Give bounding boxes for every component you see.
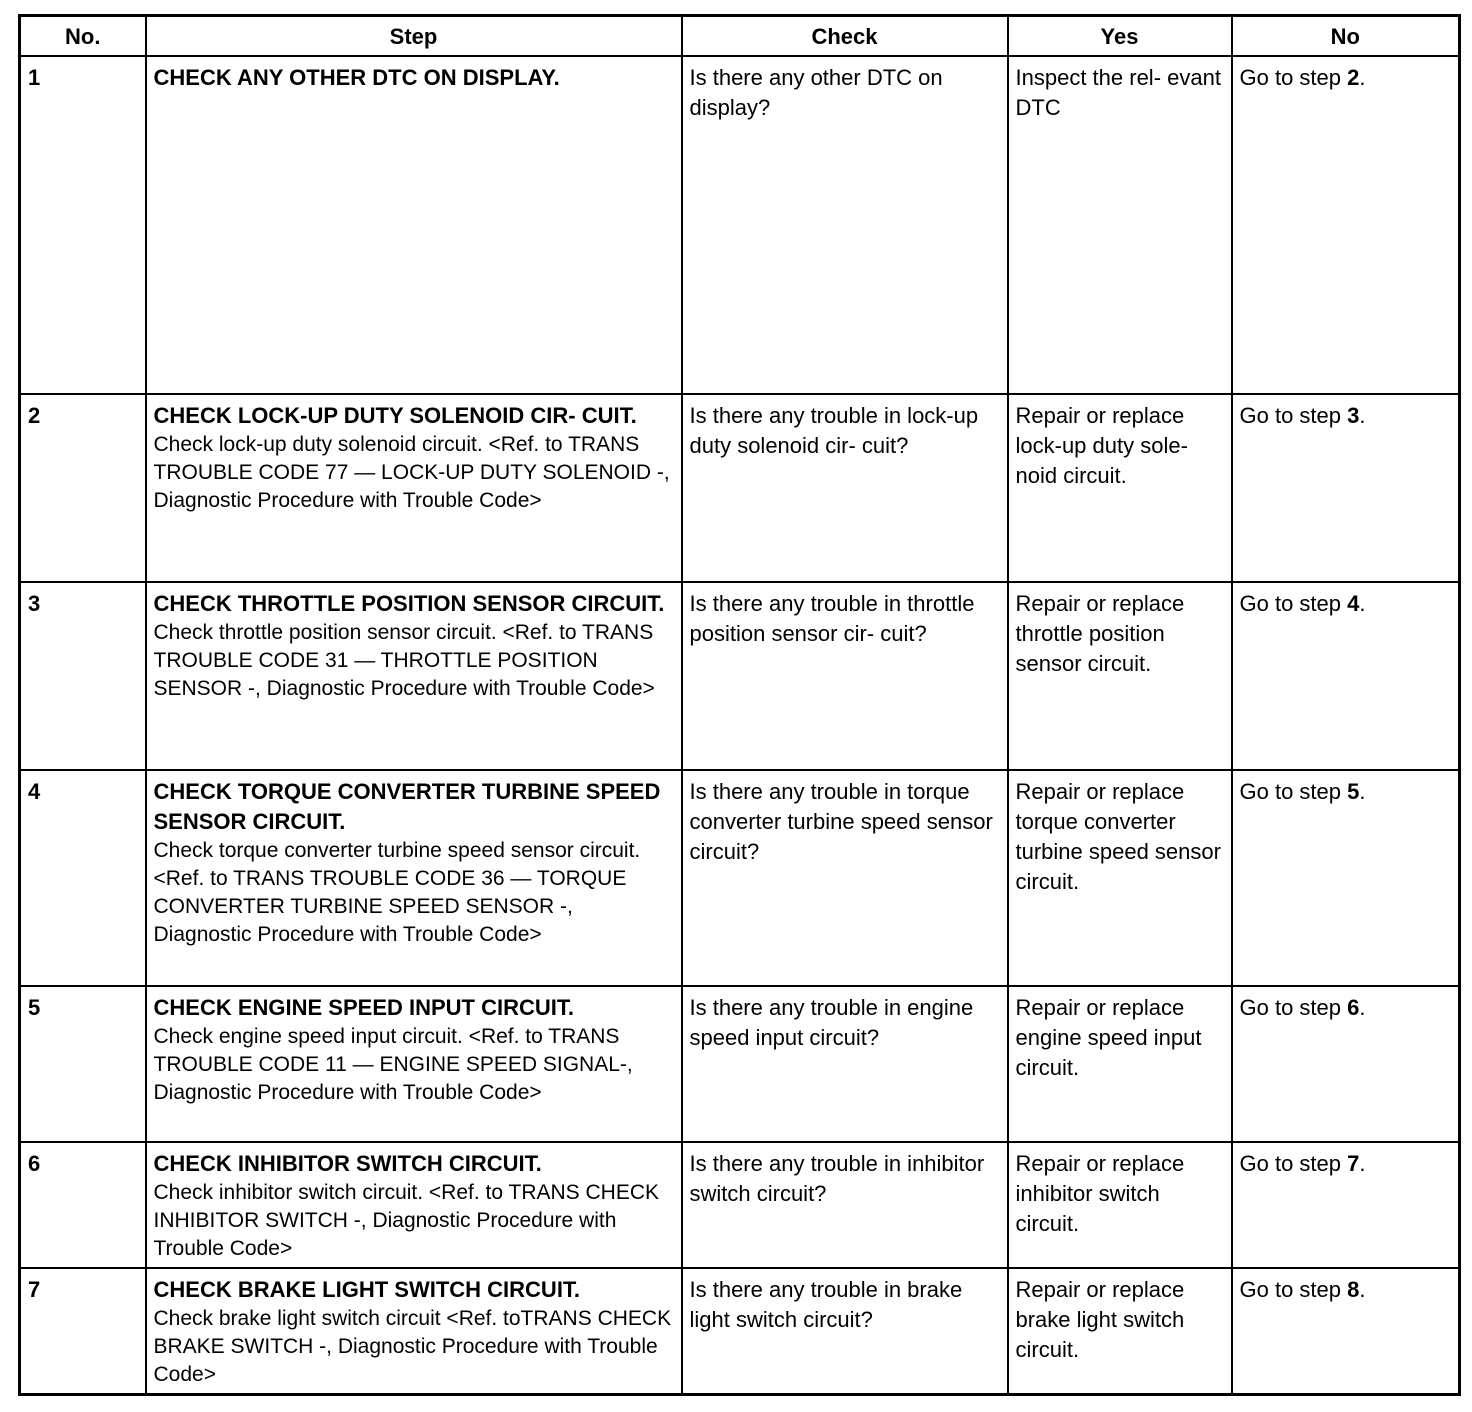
next-step-number: 6 [1347, 994, 1360, 1020]
yes-cell: Repair or replace torque converter turbine speed sensor circuit. [1008, 770, 1232, 986]
no-prefix: Go to step [1239, 1150, 1348, 1176]
diagnostic-table-page [18, 14, 1458, 1396]
no-cell [1232, 1268, 1460, 1395]
step-description: Check throttle position sensor circuit. <Ref. to TRANS TROUBLE CODE 31 — THROTTLE POSITION SENSOR -, Diagnostic Procedure with Trouble Code> [153, 621, 655, 701]
header-no: No. [20, 16, 146, 57]
check-cell: Is there any trouble in lock-up duty solenoid cir- cuit? [682, 394, 1008, 582]
check-cell: Is there any trouble in engine speed input circuit? [682, 986, 1008, 1142]
check-cell: Is there any other DTC on display? [682, 56, 1008, 394]
step-cell [146, 394, 682, 582]
step-number: 2 [20, 394, 146, 582]
no-prefix: Go to step [1239, 778, 1348, 804]
no-suffix: . [1359, 994, 1366, 1020]
table-row [20, 56, 1460, 394]
step-cell [146, 56, 682, 394]
step-number: 3 [20, 582, 146, 769]
no-cell [1232, 56, 1460, 394]
yes-cell: Repair or replace brake light switch circuit. [1008, 1268, 1232, 1395]
next-step-number: 2 [1347, 65, 1360, 90]
step-cell [146, 1268, 682, 1395]
check-cell: Is there any trouble in inhibitor switch circuit? [682, 1142, 1008, 1268]
next-step-number: 4 [1347, 591, 1360, 617]
step-number: 7 [20, 1268, 146, 1395]
no-cell [1232, 1142, 1460, 1268]
no-suffix: . [1359, 65, 1366, 90]
step-number: 1 [20, 56, 146, 394]
check-cell: Is there any trouble in throttle position sensor cir- cuit? [682, 582, 1008, 769]
step-cell [146, 770, 682, 986]
no-cell [1232, 582, 1460, 769]
header-no-result: No [1232, 16, 1460, 57]
step-description: Check inhibitor switch circuit. <Ref. to TRANS CHECK INHIBITOR SWITCH -, Diagnostic Procedure with Trouble Code> [153, 1180, 660, 1260]
table-row [20, 394, 1460, 582]
no-cell [1232, 770, 1460, 986]
no-suffix: . [1359, 1276, 1366, 1302]
step-description: Check lock-up duty solenoid circuit. <Ref. to TRANS TROUBLE CODE 77 — LOCK-UP DUTY SOLENOID -, Diagnostic Procedure with Trouble Code> [153, 433, 670, 513]
step-description: Check torque converter turbine speed sensor circuit. <Ref. to TRANS TROUBLE CODE 36 — TORQUE CONVERTER TURBINE SPEED SENSOR -, Diagnostic Procedure with Trouble Code> [153, 838, 641, 946]
step-title: CHECK TORQUE CONVERTER TURBINE SPEED SENSOR CIRCUIT. [153, 778, 661, 834]
no-suffix: . [1359, 403, 1366, 429]
table-row [20, 1142, 1460, 1268]
no-prefix: Go to step [1239, 1276, 1348, 1302]
check-cell: Is there any trouble in brake light switch circuit? [682, 1268, 1008, 1395]
yes-cell: Repair or replace throttle position sensor circuit. [1008, 582, 1232, 769]
step-title: CHECK ENGINE SPEED INPUT CIRCUIT. [153, 994, 574, 1020]
step-title: CHECK INHIBITOR SWITCH CIRCUIT. [153, 1150, 542, 1176]
diagnostic-procedure-table [18, 14, 1461, 1396]
check-cell: Is there any trouble in torque converter turbine speed sensor circuit? [682, 770, 1008, 986]
table-header-row [20, 16, 1460, 57]
step-title: CHECK THROTTLE POSITION SENSOR CIRCUIT. [153, 591, 665, 617]
step-title: CHECK ANY OTHER DTC ON DISPLAY. [153, 65, 560, 90]
next-step-number: 5 [1347, 778, 1360, 804]
yes-cell: Repair or replace engine speed input circuit. [1008, 986, 1232, 1142]
step-description: Check engine speed input circuit. <Ref. to TRANS TROUBLE CODE 11 — ENGINE SPEED SIGNAL-, Diagnostic Procedure with Trouble Code> [153, 1024, 633, 1104]
step-number: 5 [20, 986, 146, 1142]
step-cell [146, 1142, 682, 1268]
no-prefix: Go to step [1239, 65, 1348, 90]
no-prefix: Go to step [1239, 591, 1348, 617]
step-title: CHECK BRAKE LIGHT SWITCH CIRCUIT. [153, 1276, 581, 1302]
step-description: Check brake light switch circuit <Ref. toTRANS CHECK BRAKE SWITCH -, Diagnostic Procedure with Trouble Code> [153, 1306, 672, 1386]
next-step-number: 7 [1347, 1150, 1360, 1176]
no-cell [1232, 394, 1460, 582]
step-cell [146, 582, 682, 769]
no-suffix: . [1359, 591, 1366, 617]
step-cell [146, 986, 682, 1142]
table-row [20, 1268, 1460, 1395]
table-row [20, 582, 1460, 769]
yes-cell: Inspect the rel- evant DTC [1008, 56, 1232, 394]
no-prefix: Go to step [1239, 403, 1348, 429]
table-row [20, 770, 1460, 986]
yes-cell: Repair or replace inhibitor switch circuit. [1008, 1142, 1232, 1268]
no-cell [1232, 986, 1460, 1142]
no-suffix: . [1359, 1150, 1366, 1176]
step-title: CHECK LOCK-UP DUTY SOLENOID CIR- CUIT. [153, 403, 637, 429]
yes-cell: Repair or replace lock-up duty sole- noid circuit. [1008, 394, 1232, 582]
next-step-number: 3 [1347, 403, 1360, 429]
no-prefix: Go to step [1239, 994, 1348, 1020]
step-number: 6 [20, 1142, 146, 1268]
step-number: 4 [20, 770, 146, 986]
header-check: Check [682, 16, 1008, 57]
table-row [20, 986, 1460, 1142]
header-yes: Yes [1008, 16, 1232, 57]
header-step: Step [146, 16, 682, 57]
no-suffix: . [1359, 778, 1366, 804]
next-step-number: 8 [1347, 1276, 1360, 1302]
